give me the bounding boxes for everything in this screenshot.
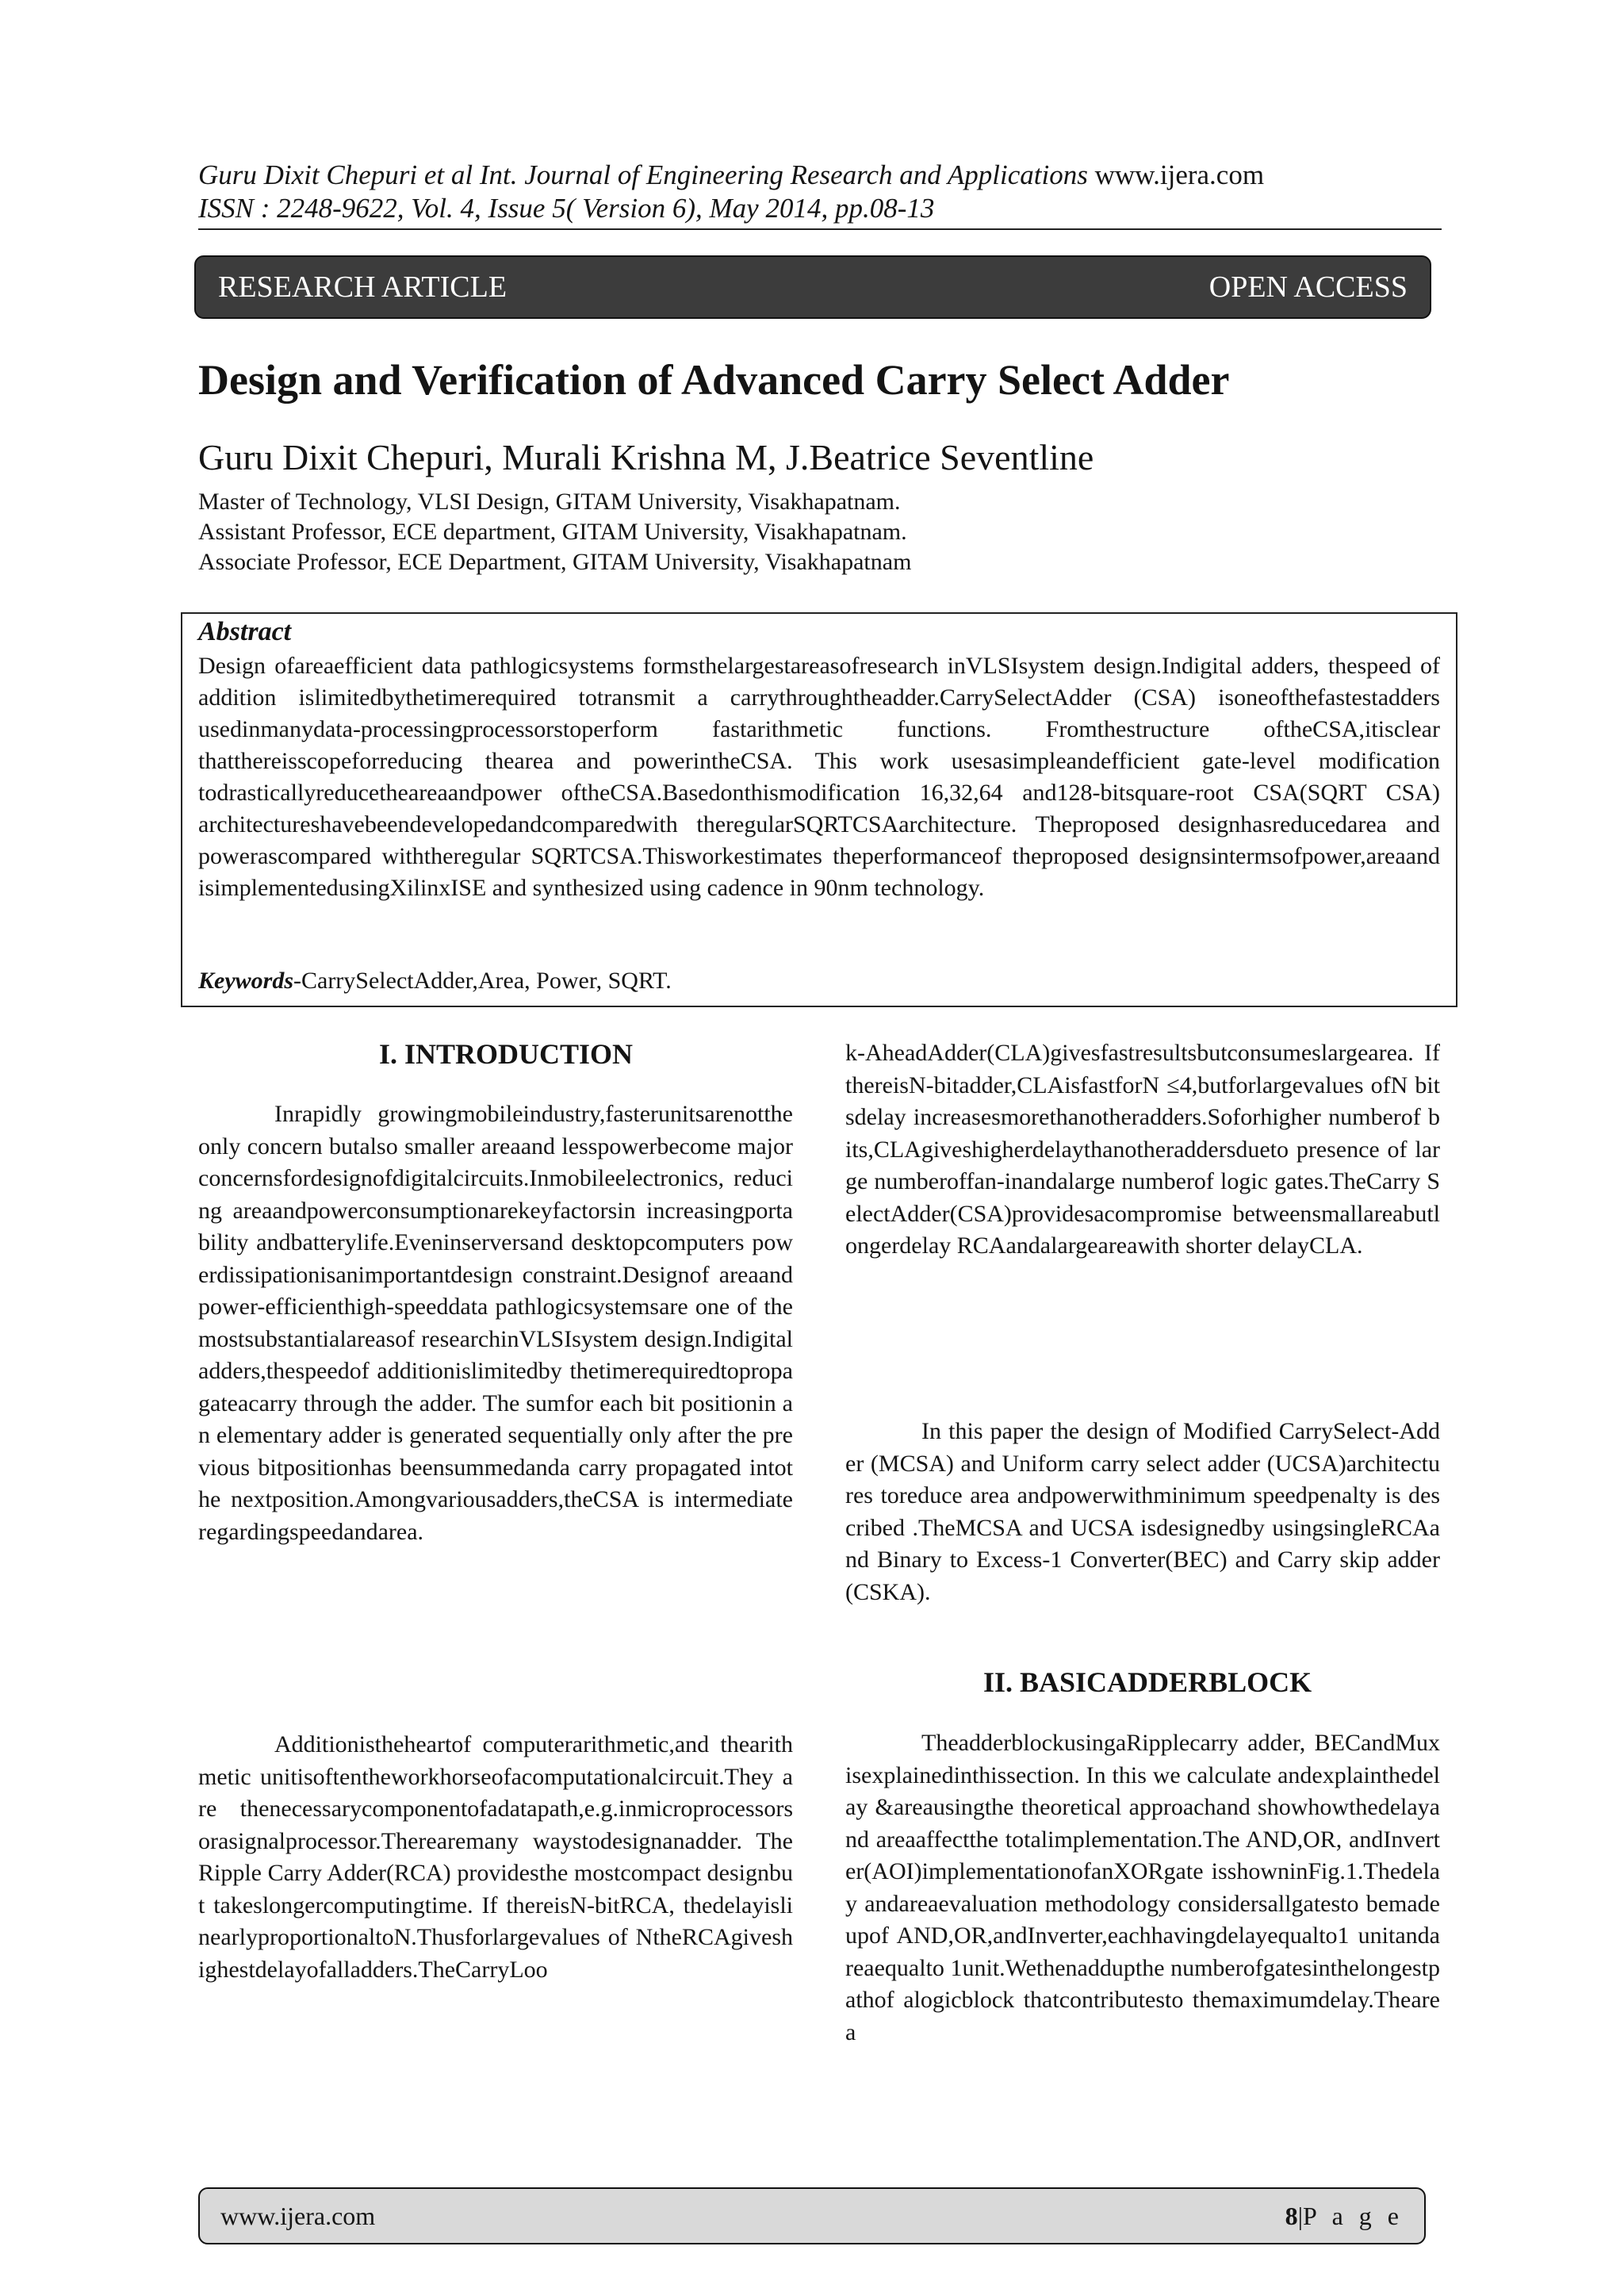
- page-word: P a g e: [1302, 2201, 1404, 2230]
- paper-title: Design and Verification of Advanced Carry Select Adder: [198, 356, 1230, 404]
- open-access-label: OPEN ACCESS: [1208, 270, 1408, 304]
- keywords-label: Keywords: [198, 968, 293, 994]
- article-type-banner: [194, 255, 1431, 319]
- section-heading-introduction: I. INTRODUCTION: [379, 1038, 634, 1070]
- intro-paragraph-1: Inrapidly growingmobileindustry,fasterunitsarenottheonly concern butalso smaller areaand lesspowerbecome majorconcernsfordesignofdigitalcircuits.Inmobileelectronics, reducing areaandpowerconsumptionarekeyfactorsin increasingportability andbatterylife.Eveninserversand desktopcomputers powerdissipationisanimportantdesign constraint.Designof areaandpower-efficienthigh-speeddata pathlogicsystemsare one of themostsubstantialareasof researchinVLSIsystem design.Indigitaladders,thespeedof additionislimitedby thetimerequiredtopropagateacarry through the adder. The sumfor each bit positionin an elementary adder is generated sequentially only after the previous bitpositionhas beensummedanda carry propagated intothe nextposition.Amongvariousadders,theCSA is intermediate regardingspeedandarea.: [198, 1101, 793, 1545]
- page-number: 8: [1285, 2201, 1298, 2230]
- intro-paragraph-3: In this paper the design of Modified CarrySelect-Adder (MCSA) and Uniform carry select adder (UCSA)architectures toreduce area andpowerwithminimum speedpenalty is described .TheMCSA and UCSA isdesignedby usingsingleRCAand Binary to Excess-1 Converter(BEC) and Carry skip adder (CSKA).: [845, 1418, 1440, 1605]
- keywords-text: -CarrySelectAdder,Area, Power, SQRT.: [293, 968, 672, 994]
- running-header-issn: ISSN : 2248-9622, Vol. 4, Issue 5( Version 6), May 2014, pp.08-13: [198, 193, 935, 224]
- running-header-journal: [198, 157, 1435, 193]
- affiliation-1: Master of Technology, VLSI Design, GITAM University, Visakhapatnam.: [198, 489, 901, 515]
- footer-page-label: [1285, 2202, 1404, 2231]
- affiliation-3: Associate Professor, ECE Department, GITAM University, Visakhapatnam: [198, 549, 912, 575]
- author-list: Guru Dixit Chepuri, Murali Krishna M, J.Beatrice Seventline: [198, 437, 1094, 477]
- page-separator: |: [1297, 2201, 1303, 2230]
- abstract-body: Design ofareaefficient data pathlogicsystems formsthelargestareasofresearch inVLSIsystem design.Indigital adders, thespeed of addition islimitedbythetimerequired totransmit a carrythroughtheadder.CarrySelectAdder (CSA) isoneofthefastestadders usedinmanydata-processingprocessorstoperform fastarithmetic functions. Fromthestructure oftheCSA,itisclear thatthereisscopeforreducing thearea and powerintheCSA. This work usesasimpleandefficient gate-level modification todrasticallyreducetheareaandpower oftheCSA.Basedonthismodification 16,32,64 and128-bitsquare-root CSA(SQRT CSA) architectureshavebeendevelopedandcomparedwith theregularSQRTCSAarchitecture. Theproposed designhasreducedarea and powerascompared withtheregular SQRTCSA.Thisworkestimates theperformanceof theproposed designsintermsofpower,areaand isimplementedusingXilinxISE and synthesized using cadence in 90nm technology.: [198, 653, 1440, 901]
- keywords-line: [198, 968, 672, 995]
- journal-url: www.ijera.com: [1087, 159, 1265, 190]
- affiliation-2: Assistant Professor, ECE department, GITAM University, Visakhapatnam.: [198, 519, 907, 545]
- basic-adder-paragraph-1: TheadderblockusingaRipplecarry adder, BECandMuxisexplainedinthissection. In this we calculate andexplainthedelay &areausingthe theoretical approachand showhowthedelayand areaaffectthe totalimplementation.The AND,OR, andInverter(AOI)implementationofanXORgate isshowninFig.1.Thedelay andareaevaluation methodology considersallgatesto bemadeupof AND,OR,andInverter,eachhavingdelayequalto1 unitandareaequalto 1unit.Wethenaddupthe numberofgatesinthelongestpathof alogicblock thatcontributesto themaximumdelay.Thearea: [845, 1730, 1440, 2045]
- abstract-heading: Abstract: [198, 617, 292, 646]
- journal-citation: Guru Dixit Chepuri et al Int. Journal of Engineering Research and Applications: [198, 159, 1088, 190]
- section-heading-basic-adder-block: II. BASICADDERBLOCK: [983, 1666, 1312, 1698]
- intro-paragraph-2-col2: k-AheadAdder(CLA)givesfastresultsbutconsumeslargearea. IfthereisN-bitadder,CLAisfastforN ≤4,butforlargevalues ofN bitsdelay increasesmorethanotheradders.Soforhigher numberof bits,CLAgiveshigherdelaythanotheraddersdueto presence of large numberoffan-inandalarge numberof logic gates.TheCarry SelectAdder(CSA)providesacompromise betweensmallareabutlongerdelay RCAandalargeareawith shorter delayCLA.: [845, 1040, 1440, 1259]
- header-rule: [198, 228, 1442, 230]
- page-footer: [198, 2187, 1426, 2244]
- research-article-label: RESEARCH ARTICLE: [218, 270, 508, 304]
- intro-paragraph-2-col1: Additionistheheartof computerarithmetic,and thearithmetic unitisoftentheworkhorseofacomputationalcircuit.They are thenecessarycomponentofadatapath,e.g.inmicroprocessors orasignalprocessor.Therearemany waystodesignanadder. The Ripple Carry Adder(RCA) providesthe mostcompact designbut takeslongercomputingtime. If thereisN-bitRCA, thedelayislinearlyproportionaltoN.Thusforlargevalues of NtheRCAgiveshighestdelayofalladders.TheCarryLoo: [198, 1731, 793, 1983]
- footer-url: www.ijera.com: [220, 2201, 376, 2230]
